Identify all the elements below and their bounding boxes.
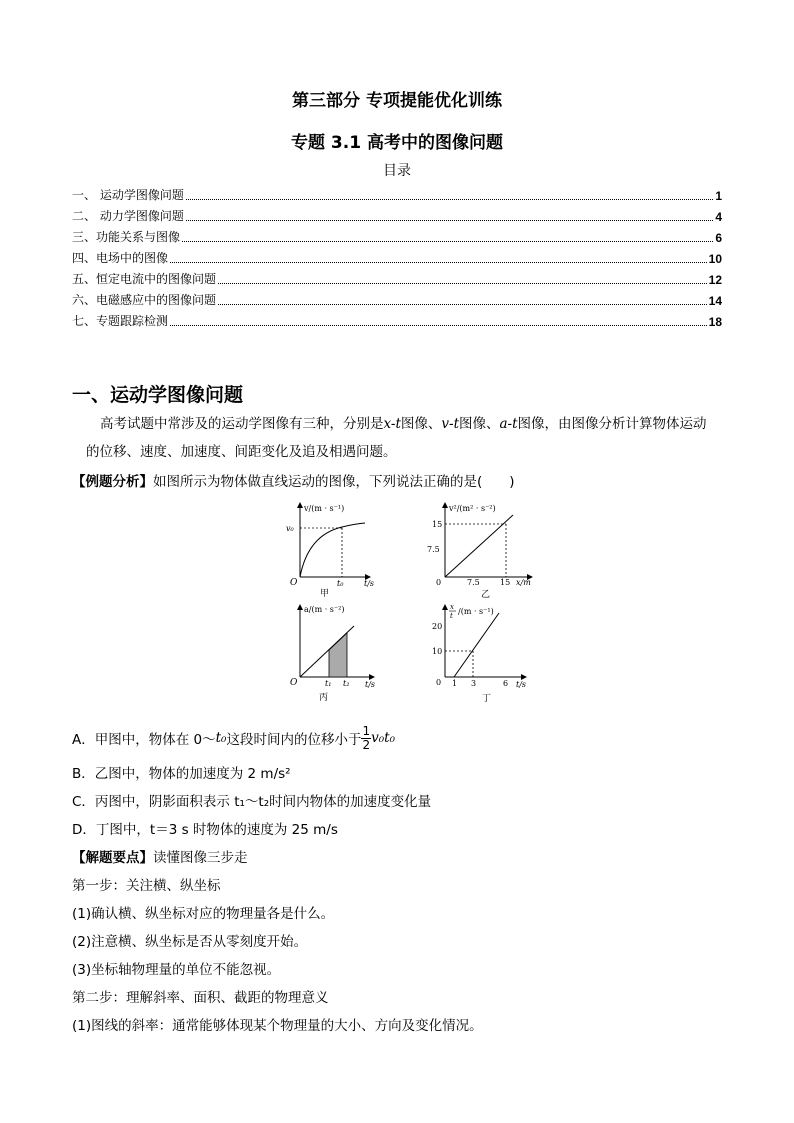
toc-item[interactable] (72, 203, 722, 224)
y-axis-unit: /(m · s⁻¹) (458, 607, 494, 616)
y-axis-label: v/(m · s⁻¹) (304, 504, 345, 513)
toc-leader (218, 283, 707, 284)
option-d[interactable]: D．丁图中，t＝3 s 时物体的速度为 25 m/s (72, 822, 338, 838)
toc-item-label: 一、 运动学图像问题 (72, 188, 184, 202)
fraction-numerator: 1 (362, 723, 371, 738)
y-tick-label: 10 (432, 647, 443, 656)
x-tick-label: 15 (500, 578, 511, 587)
toc-item-label: 五、恒定电流中的图像问题 (72, 272, 217, 286)
toc-item-page: 1 (715, 189, 722, 203)
solution-tag: 【解题要点】 (72, 850, 153, 866)
toc-leader (182, 241, 713, 242)
y-axis-label: v²/(m² · s⁻²) (449, 504, 496, 513)
toc-item[interactable] (72, 182, 722, 203)
origin-label: O (290, 678, 298, 688)
graph-bing (290, 605, 375, 703)
toc-leader (186, 199, 713, 200)
figure-group (270, 495, 550, 710)
solution-line: (3)坐标轴物理量的单位不能忽视。 (72, 962, 281, 978)
toc-leader (186, 220, 713, 221)
option-a-text: A．甲图中，物体在 0～ (72, 732, 216, 748)
example-line (72, 470, 515, 490)
one-half-fraction (361, 725, 371, 752)
graph-ding (432, 603, 526, 704)
solution-line: (1)确认横、纵坐标对应的物理量各是什么。 (72, 906, 335, 922)
toc-item-label: 二、 动力学图像问题 (72, 209, 184, 223)
y-axis-label: a/(m · s⁻²) (304, 605, 345, 614)
x-tick-label: 6 (503, 679, 509, 688)
solution-line: (1)图线的斜率：通常能够体现某个物理量的大小、方向及变化情况。 (72, 1018, 483, 1034)
toc-item[interactable] (72, 266, 722, 287)
intro-text: 图像、 (400, 416, 442, 432)
graph-jia (286, 503, 374, 599)
toc-item-label: 四、电场中的图像 (72, 251, 169, 265)
toc-item[interactable] (72, 224, 722, 245)
toc-item-page: 14 (708, 294, 722, 308)
y-tick-label: v₀ (286, 524, 294, 533)
y-tick-label: 15 (432, 520, 443, 529)
toc-item-label: 七、专题跟踪检测 (72, 314, 169, 328)
option-a-text: 这段时间内的位移小于 (226, 732, 362, 748)
x-axis-label: x/m (516, 578, 531, 587)
data-line (454, 613, 499, 677)
velocity-curve (300, 523, 365, 577)
example-tag: 【例题分析】 (72, 474, 153, 490)
x-tick-label: t₀ (337, 579, 344, 588)
shaded-area (329, 633, 347, 677)
intro-paragraph (72, 410, 724, 438)
toc-item-page: 12 (708, 273, 722, 287)
x-tick-label: 7.5 (467, 578, 480, 587)
option-a-t0: t₀ (215, 730, 227, 746)
origin-label: 0 (436, 678, 442, 687)
toc-item-label: 三、功能关系与图像 (72, 230, 181, 244)
y-tick-label: 20 (432, 622, 443, 631)
solution-line: (2)注意横、纵坐标是否从零刻度开始。 (72, 934, 308, 950)
solution-heading (72, 846, 248, 866)
section-heading: 一、运动学图像问题 (72, 384, 244, 406)
y-axis-frac-num: x (450, 603, 454, 611)
solution-line: 第二步：理解斜率、面积、截距的物理意义 (72, 990, 329, 1006)
x-tick-label: t₂ (343, 679, 350, 688)
intro-text: 图像、 (459, 416, 500, 432)
example-text: 如图所示为物体做直线运动的图像，下列说法正确的是( ) (153, 474, 515, 490)
table-of-contents (72, 182, 722, 329)
toc-item[interactable] (72, 308, 722, 329)
topic-title: 专题 3.1 高考中的图像问题 (291, 133, 503, 153)
xt-term: x-t (383, 416, 401, 432)
option-c[interactable]: C．丙图中，阴影面积表示 t₁～t₂时间内物体的加速度变化量 (72, 794, 432, 810)
fraction-denominator: 2 (362, 737, 371, 752)
intro-text: 图像，由图像分析计算物体运动 (517, 416, 707, 432)
x-axis-label: t/s (365, 680, 376, 689)
option-b[interactable]: B．乙图中，物体的加速度为 2 m/s² (72, 766, 291, 782)
intro-text: 高考试题中常涉及的运动学图像有三种，分别是 (100, 416, 384, 432)
graph-yi (427, 503, 532, 600)
toc-leader (170, 325, 707, 326)
x-tick-label: t₁ (325, 679, 332, 688)
vt-term: v-t (441, 416, 459, 432)
at-term: a-t (499, 416, 518, 432)
toc-item[interactable] (72, 245, 722, 266)
intro-line-2: 的位移、速度、加速度、间距变化及追及相遇问题。 (86, 444, 397, 460)
toc-item[interactable] (72, 287, 722, 308)
figure-caption: 甲 (320, 589, 330, 599)
figure-caption: 丁 (482, 694, 492, 704)
x-axis-label: t/s (364, 579, 375, 588)
origin-label: 0 (436, 578, 442, 587)
option-a-expression: v₀t₀ (371, 730, 395, 746)
x-tick-label: 1 (452, 679, 458, 688)
y-axis-frac-den: t (450, 612, 453, 620)
x-tick-label: 3 (471, 679, 477, 688)
toc-leader (170, 262, 707, 263)
solution-title: 读懂图像三步走 (153, 850, 248, 866)
toc-leader (218, 304, 707, 305)
toc-item-page: 18 (708, 315, 722, 329)
origin-label: O (290, 578, 298, 588)
toc-item-page: 4 (715, 210, 722, 224)
toc-item-page: 6 (715, 231, 722, 245)
part-title: 第三部分 专项提能优化训练 (292, 91, 502, 111)
toc-heading: 目录 (383, 163, 411, 179)
toc-item-label: 六、电磁感应中的图像问题 (72, 293, 217, 307)
solution-line: 第一步：关注横、纵坐标 (72, 878, 221, 894)
figure-caption: 丙 (319, 693, 329, 703)
x-axis-label: t/s (516, 680, 527, 689)
toc-item-page: 10 (708, 252, 722, 266)
option-a[interactable] (72, 720, 395, 756)
figure-caption: 乙 (481, 590, 491, 600)
y-tick-label: 7.5 (427, 545, 440, 554)
